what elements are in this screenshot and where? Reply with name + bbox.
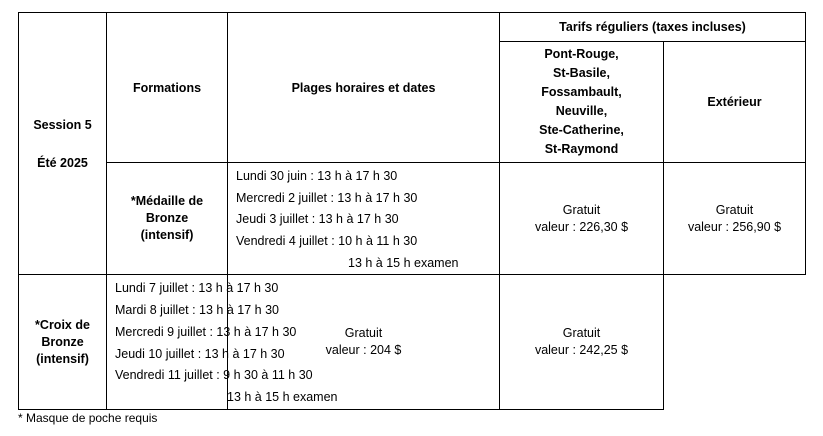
header-formations: Formations	[107, 13, 228, 163]
session-name: Session 5	[33, 117, 92, 132]
municipality-name: St-Raymond	[544, 142, 619, 156]
price-value: valeur : 226,30 $	[534, 219, 629, 234]
time-slot: Mercredi 2 juillet : 13 h à 17 h 30	[236, 190, 418, 205]
price-status: Gratuit	[715, 202, 754, 217]
course-name-line: *Croix de	[35, 317, 90, 332]
municipality-name: Ste-Catherine,	[539, 123, 624, 137]
municipality-name: St-Basile,	[553, 66, 610, 80]
local-price-medaille	[500, 163, 664, 275]
time-slot: Mardi 8 juillet : 13 h à 17 h 30	[115, 303, 279, 318]
course-name-croix	[19, 275, 107, 410]
municipality-name: Neuville,	[555, 104, 608, 118]
header-local-municipalities	[500, 42, 664, 163]
price-value: valeur : 256,90 $	[687, 219, 782, 234]
tariff-schedule-table	[18, 12, 806, 410]
time-slot: Vendredi 4 juillet : 10 h à 11 h 30	[236, 234, 418, 249]
session-season: Été 2025	[37, 155, 88, 170]
course-name-line: (intensif)	[140, 228, 194, 243]
course-name-line: Bronze	[41, 334, 84, 349]
session-cell	[19, 13, 107, 275]
course-name-line: *Médaille de	[130, 194, 204, 209]
course-slots-medaille	[228, 163, 500, 275]
time-slot: Jeudi 3 juillet : 13 h à 17 h 30	[236, 212, 399, 227]
price-value: valeur : 204 $	[325, 343, 402, 358]
time-slot: 13 h à 15 h examen	[227, 389, 338, 404]
ext-price-croix	[500, 275, 664, 410]
time-slot: Jeudi 10 juillet : 13 h à 17 h 30	[115, 346, 285, 361]
course-name-line: (intensif)	[36, 351, 89, 366]
time-slot: Vendredi 11 juillet : 9 h 30 à 11 h 30	[115, 368, 313, 383]
time-slot: Mercredi 9 juillet : 13 h à 17 h 30	[115, 324, 297, 339]
time-slot: Lundi 7 juillet : 13 h à 17 h 30	[115, 281, 279, 296]
footnote: * Masque de poche requis	[18, 411, 158, 425]
header-tarifs: Tarifs réguliers (taxes incluses)	[500, 13, 806, 42]
price-status: Gratuit	[562, 326, 601, 341]
municipality-name: Pont-Rouge,	[544, 47, 619, 61]
course-name-medaille	[107, 163, 228, 275]
time-slot: Lundi 30 juin : 13 h à 17 h 30	[236, 169, 398, 183]
price-status: Gratuit	[344, 326, 383, 341]
course-slots-croix	[107, 275, 338, 410]
course-name-line: Bronze	[145, 211, 189, 226]
time-slot: 13 h à 15 h examen	[348, 255, 459, 270]
ext-price-medaille	[664, 163, 806, 275]
header-plages: Plages horaires et dates	[228, 13, 500, 163]
municipality-name: Fossambault,	[541, 85, 622, 99]
header-exterieur: Extérieur	[664, 42, 806, 163]
price-value: valeur : 242,25 $	[534, 343, 629, 358]
price-status: Gratuit	[562, 202, 601, 217]
